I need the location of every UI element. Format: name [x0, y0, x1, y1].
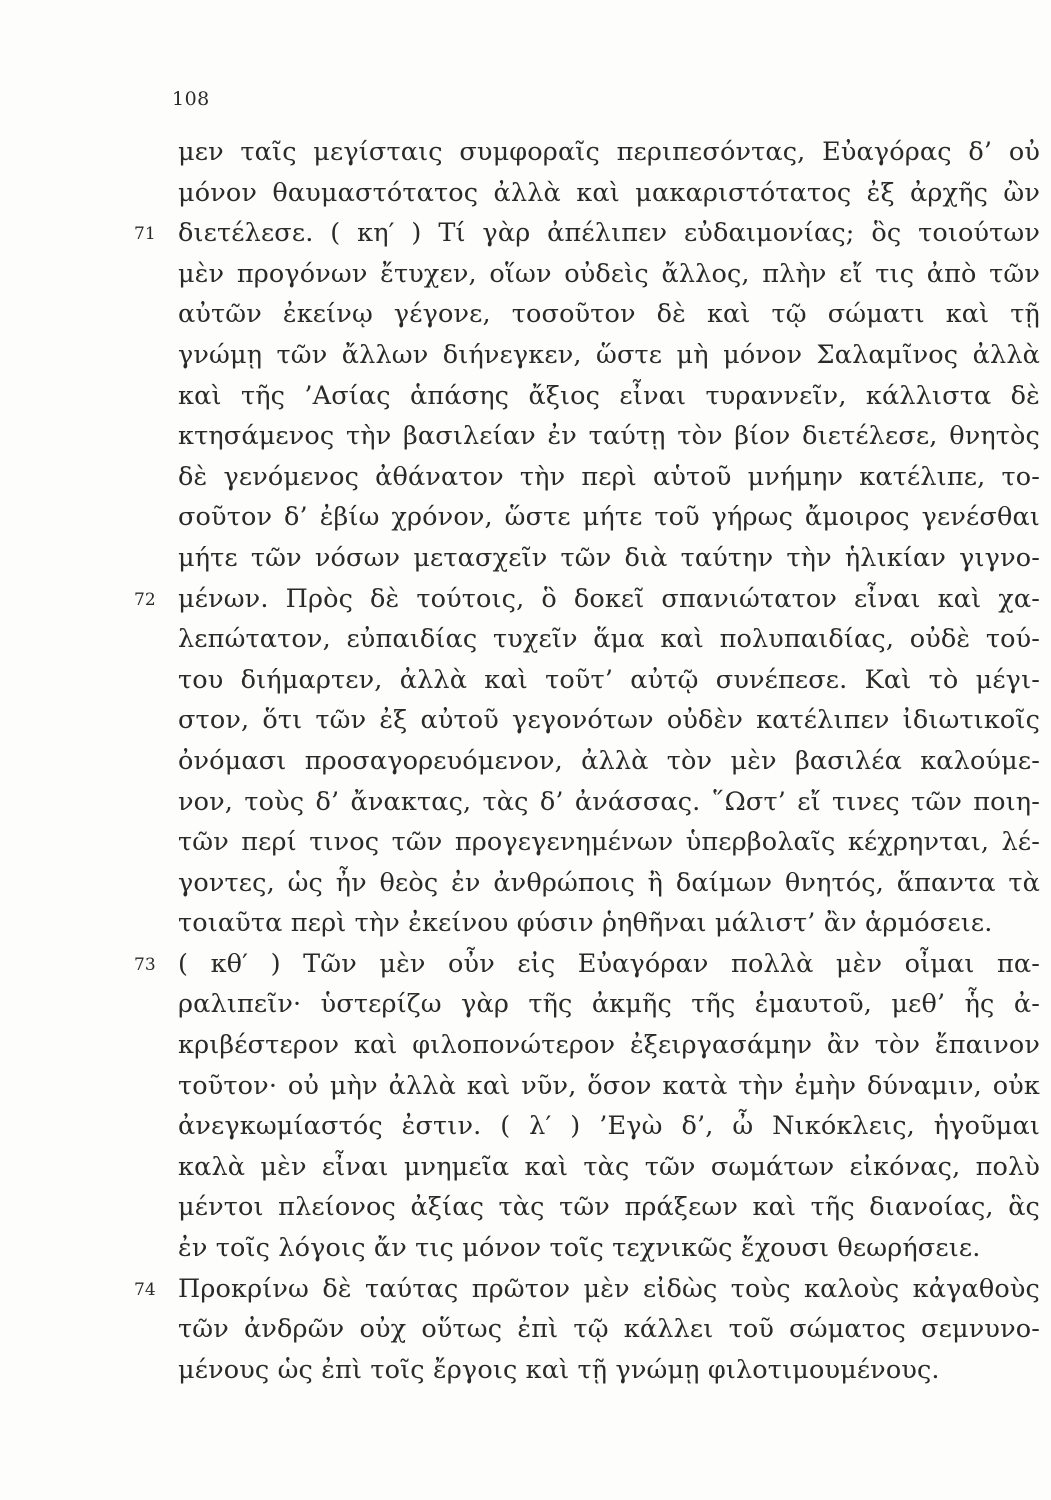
section-number: 74 — [134, 1279, 156, 1300]
line-text: ( κθ′ ) Τῶν μὲν οὖν εἰς Εὐαγόραν πολλὰ μὲν οἶμαι πα- — [178, 948, 1040, 979]
text-line — [178, 903, 1040, 944]
text-line — [178, 376, 1040, 417]
line-text: τῶν ἀνδρῶν οὐχ οὕτως ἐπὶ τῷ κάλλει τοῦ σώματος σεμνυνο- — [178, 1314, 1040, 1345]
text-line — [178, 1350, 1040, 1391]
text-line — [178, 416, 1040, 457]
page-number: 108 — [172, 88, 210, 110]
text-line — [178, 457, 1040, 498]
line-text: τοῦτον· οὐ μὴν ἀλλὰ καὶ νῦν, ὅσον κατὰ τὴν ἐμὴν δύναμιν, οὐκ — [178, 1070, 1040, 1101]
line-text: τῶν περί τινος τῶν προγεγενημένων ὑπερβολαῖς κέχρηνται, λέ- — [178, 827, 1040, 858]
line-text: ραλιπεῖν· ὑστερίζω γὰρ τῆς ἀκμῆς τῆς ἐμαυτοῦ, μεθ’ ἧς ἀ- — [178, 989, 1040, 1020]
section-number: 71 — [134, 224, 156, 245]
line-text: μόνον θαυμαστότατος ἀλλὰ καὶ μακαριστότατος ἐξ ἀρχῆς ὢν — [178, 177, 1040, 208]
line-text: διετέλεσε. ( κη′ ) Τί γὰρ ἀπέλιπεν εὐδαιμονίας; ὃς τοιούτων — [178, 218, 1040, 249]
section-number: 73 — [134, 954, 156, 975]
text-line — [178, 984, 1040, 1025]
section-number: 72 — [134, 589, 156, 610]
text-line — [134, 1269, 1040, 1310]
line-text: μένους ὡς ἐπὶ τοῖς ἔργοις καὶ τῇ γνώμῃ φιλοτιμουμένους. — [178, 1354, 940, 1385]
line-text: καλὰ μὲν εἶναι μνημεῖα καὶ τὰς τῶν σωμάτων εἰκόνας, πολὺ — [178, 1151, 1040, 1182]
line-text: νον, τοὺς δ’ ἄνακτας, τὰς δ’ ἀνάσσας. ῞Ωστ’ εἴ τινες τῶν ποιη- — [178, 786, 1040, 817]
line-text: μένων. Πρὸς δὲ τούτοις, ὃ δοκεῖ σπανιώτατον εἶναι καὶ χα- — [178, 583, 1040, 614]
text-line — [134, 944, 1040, 985]
text-line — [178, 741, 1040, 782]
line-text: ὀνόμασι προσαγορευόμενον, ἀλλὰ τὸν μὲν βασιλέα καλούμε- — [178, 745, 1040, 776]
text-line — [178, 1309, 1040, 1350]
text-line — [178, 700, 1040, 741]
text-line — [178, 1147, 1040, 1188]
line-text: δὲ γενόμενος ἀθάνατον τὴν περὶ αὑτοῦ μνήμην κατέλιπε, το- — [178, 461, 1040, 492]
line-text: σοῦτον δ’ ἐβίω χρόνον, ὥστε μήτε τοῦ γήρως ἄμοιρος γενέσθαι — [178, 502, 1040, 533]
text-line — [178, 173, 1040, 214]
text-line — [178, 863, 1040, 904]
text-line — [178, 1025, 1040, 1066]
text-line — [134, 213, 1040, 254]
text-line — [178, 254, 1040, 295]
line-text: στον, ὅτι τῶν ἐξ αὐτοῦ γεγονότων οὐδὲν κατέλιπεν ἰδιωτικοῖς — [178, 705, 1040, 736]
line-text: μὲν προγόνων ἔτυχεν, οἵων οὐδεὶς ἄλλος, πλὴν εἴ τις ἀπὸ τῶν — [178, 258, 1040, 289]
line-text: κριβέστερον καὶ φιλοπονώτερον ἐξειργασάμην ἂν τὸν ἔπαινον — [178, 1030, 1040, 1061]
line-text: τοιαῦτα περὶ τὴν ἐκείνου φύσιν ῥηθῆναι μάλιστ’ ἂν ἁρμόσειε. — [178, 908, 993, 939]
text-line — [178, 294, 1040, 335]
text-line — [178, 822, 1040, 863]
text-line — [178, 497, 1040, 538]
line-text: καὶ τῆς ’Ασίας ἁπάσης ἄξιος εἶναι τυραννεῖν, κάλλιστα δὲ — [178, 380, 1040, 411]
text-line — [178, 1106, 1040, 1147]
line-text: γνώμῃ τῶν ἄλλων διήνεγκεν, ὥστε μὴ μόνον Σαλαμῖνος ἀλλὰ — [178, 339, 1040, 370]
text-line — [134, 579, 1040, 620]
text-line — [178, 1066, 1040, 1107]
text-line — [178, 660, 1040, 701]
text-line — [178, 782, 1040, 823]
line-text: λεπώτατον, εὐπαιδίας τυχεῖν ἅμα καὶ πολυπαιδίας, οὐδὲ τού- — [178, 624, 1040, 655]
line-text: αὐτῶν ἐκείνῳ γέγονε, τοσοῦτον δὲ καὶ τῷ σώματι καὶ τῇ — [178, 299, 1040, 330]
line-text: μέντοι πλείονος ἀξίας τὰς τῶν πράξεων καὶ τῆς διανοίας, ἃς — [178, 1192, 1040, 1223]
greek-text-body — [134, 132, 1040, 1390]
line-text: μεν ταῖς μεγίσταις συμφοραῖς περιπεσόντας, Εὐαγόρας δ’ οὐ — [178, 137, 1040, 167]
line-text: μήτε τῶν νόσων μετασχεῖν τῶν διὰ ταύτην τὴν ἡλικίαν γιγνο- — [178, 542, 1040, 573]
line-text: ἐν τοῖς λόγοις ἄν τις μόνον τοῖς τεχνικῶς ἔχουσι θεωρήσειε. — [178, 1233, 981, 1264]
line-text: κτησάμενος τὴν βασιλείαν ἐν ταύτῃ τὸν βίον διετέλεσε, θνητὸς — [178, 421, 1040, 452]
line-text: γοντες, ὡς ἦν θεὸς ἐν ἀνθρώποις ἢ δαίμων θνητός, ἅπαντα τὰ — [178, 867, 1040, 898]
line-text: του διήμαρτεν, ἀλλὰ καὶ τοῦτ’ αὐτῷ συνέπεσε. Καὶ τὸ μέγι- — [178, 664, 1040, 695]
text-line — [178, 538, 1040, 579]
line-text: Προκρίνω δὲ ταύτας πρῶτον μὲν εἰδὼς τοὺς καλοὺς κἀγαθοὺς — [178, 1273, 1040, 1304]
text-line — [178, 335, 1040, 376]
text-line — [178, 619, 1040, 660]
text-line — [178, 132, 1040, 173]
line-text: ἀνεγκωμίαστός ἐστιν. ( λ′ ) ’Εγὼ δ’, ὦ Νικόκλεις, ἡγοῦμαι — [178, 1111, 1040, 1142]
text-line — [178, 1228, 1040, 1269]
text-line — [178, 1187, 1040, 1228]
